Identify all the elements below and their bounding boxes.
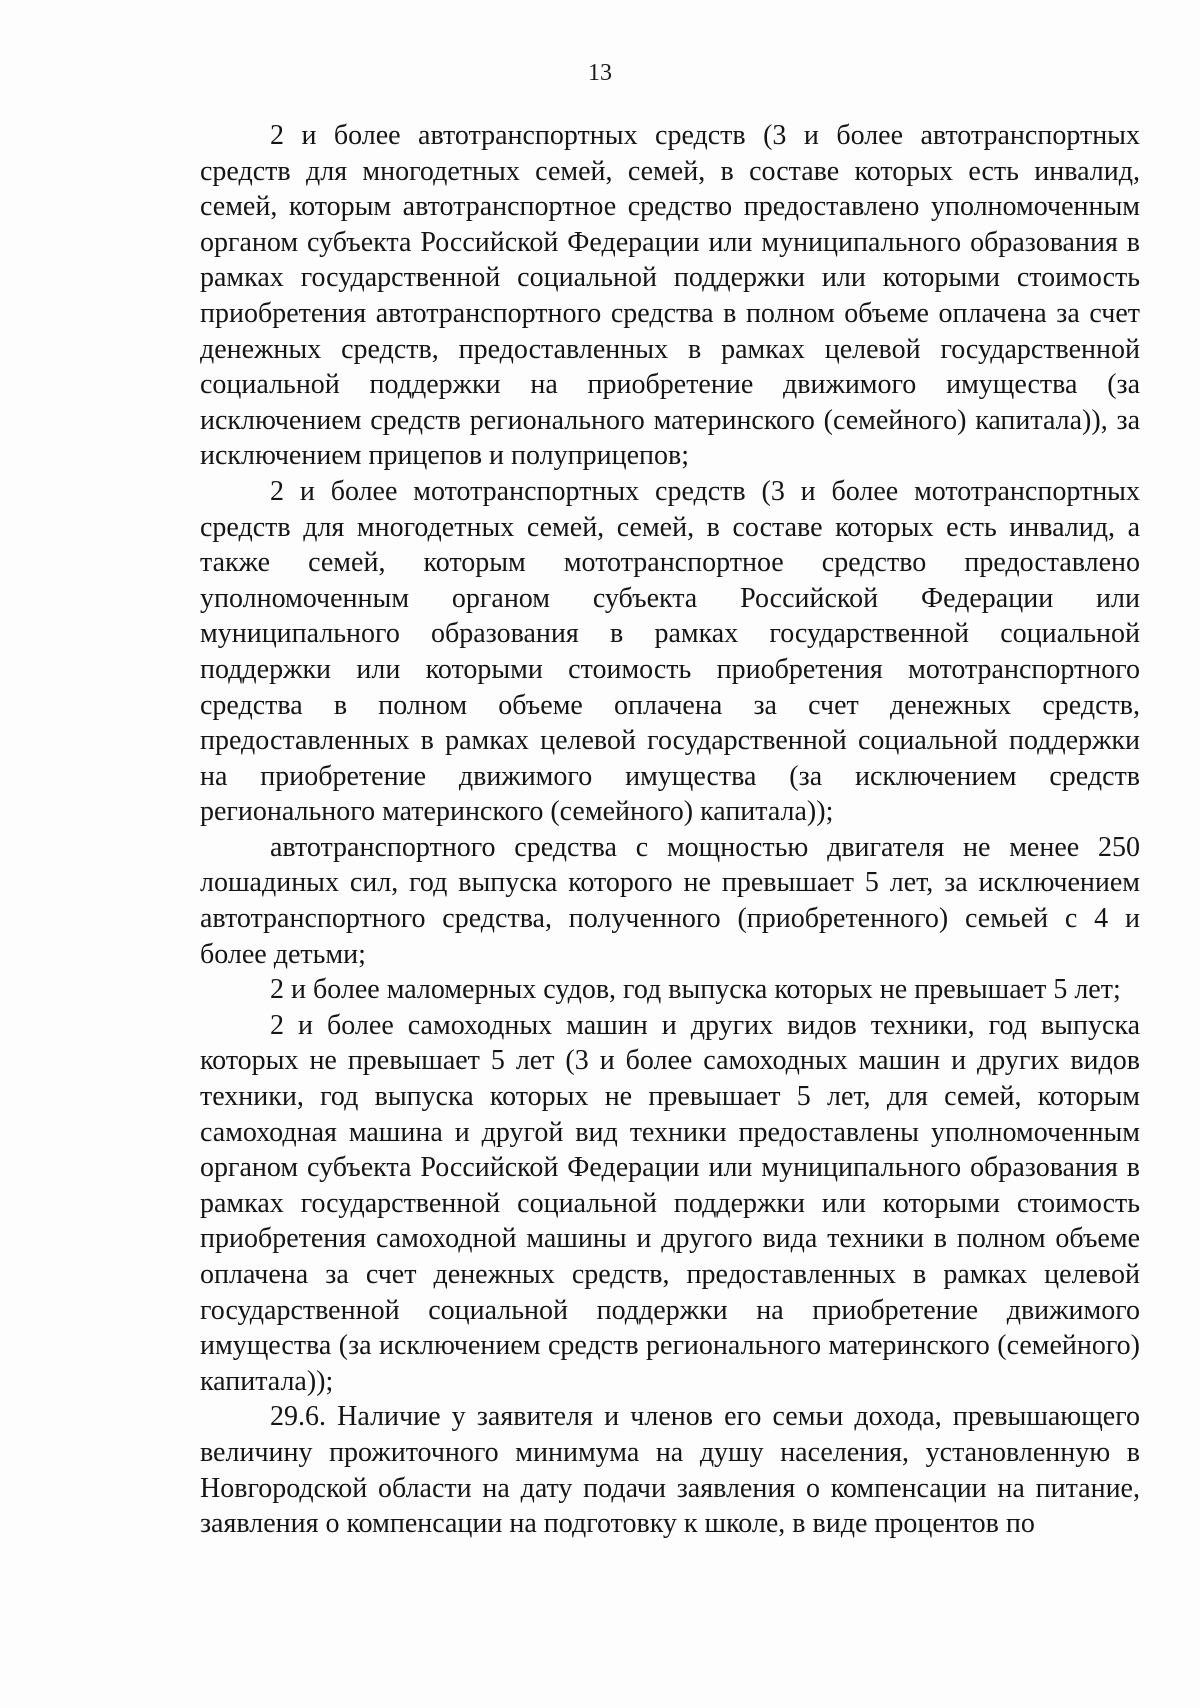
paragraph-vehicles: 2 и более автотранспортных средств (3 и более автотранспортных средств для многодетных семей, семей, в составе которых есть инвалид, семей, которым автотранспортное средство предоставлено уполномоченным органом субъекта Российской Федерации или муниципального образования в рамках государственной социальной поддержки или которыми стоимость приобретения автотранспортного средства в полном объеме оплачена за счет денежных средств, предоставленных в рамках целевой государственной социальной поддержки на приобретение движимого имущества (за исключением средств регионального материнского (семейного) капитала)), за исключением прицепов и полуприцепов; xyxy=(200,120,1140,472)
paragraph-self-propelled-machines: 2 и более самоходных машин и других видов техники, год выпуска которых не превышает 5 лет (3 и более самоходных машин и других видов техники, год выпуска которых не превышает 5 лет, для семей, которым самоходная машина и другой вид техники предоставлены уполномоченным органом субъекта Российской Федерации или муниципального образования в рамках государственной социальной поддержки или которыми стоимость приобретения самоходной машины и другого вида техники в полном объеме оплачена за счет денежных средств, предоставленных в рамках целевой государственной социальной поддержки на приобретение движимого имущества (за исключением средств регионального материнского (семейного) капитала)); xyxy=(200,1009,1140,1397)
paragraph-powerful-vehicle: автотранспортного средства с мощностью двигателя не менее 250 лошадиных сил, год выпуска которого не превышает 5 лет, за исключением автотранспортного средства, полученного (приобретенного) семьей с 4 и более детьми; xyxy=(200,831,1140,970)
paragraph-small-vessels: 2 и более маломерных судов, год выпуска которых не превышает 5 лет; xyxy=(270,974,1121,1006)
paragraph-motorcycles: 2 и более мототранспортных средств (3 и более мототранспортных средств для многодетных семей, семей, в составе которых есть инвалид, а также семей, которым мототранспортное средство предоставлено уполномоченным органом субъекта Российской Федерации или муниципального образования в рамках государственной социальной поддержки или которыми стоимость приобретения мототранспортного средства в полном объеме оплачена за счет денежных средств, предоставленных в рамках целевой государственной социальной поддержки на приобретение движимого имущества (за исключением средств регионального материнского (семейного) капитала)); xyxy=(200,475,1140,828)
paragraph-29-6: 29.6. Наличие у заявителя и членов его семьи дохода, превышающего величину прожиточного минимума на душу населения, установленную в Новгородской области на дату подачи заявления о компенсации на питание, заявления о компенсации на подготовку к школе, в виде процентов по xyxy=(200,1401,1140,1540)
document-body xyxy=(200,118,1140,1542)
page-number: 13 xyxy=(588,60,612,86)
